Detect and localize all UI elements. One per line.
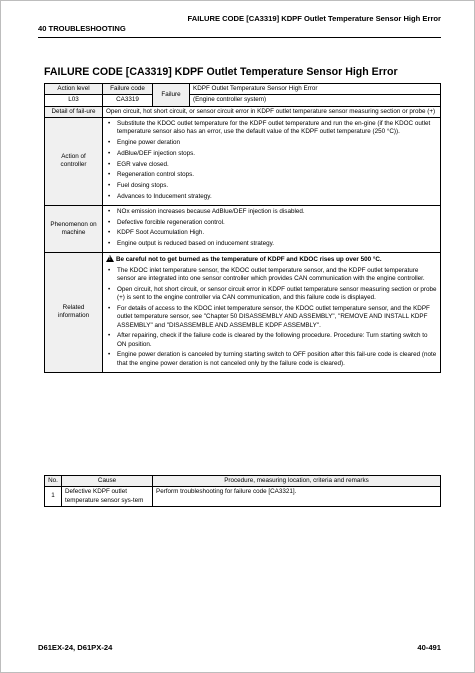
row-no: 1 xyxy=(45,487,62,507)
list-item: • Fuel dosing stops. xyxy=(106,182,437,190)
phenomenon-label: Phenomenon on machine xyxy=(45,205,103,252)
list-item: • NOx emission increases because AdBlue/DEF injection is disabled. xyxy=(106,208,437,216)
phenomenon-cell xyxy=(103,205,441,252)
list-item: • Engine power deration is canceled by turning starting switch to OFF position after this fail-ure code is cleared (note that the engine power deration is not canceled only by the failure code is cleared). xyxy=(106,351,437,368)
col-header-cause: Cause xyxy=(62,476,153,487)
caution-note xyxy=(106,255,437,264)
action-level-value: L03 xyxy=(45,95,103,106)
related-list xyxy=(106,267,437,368)
action-list xyxy=(106,120,437,201)
failure-label: Failure xyxy=(153,84,190,107)
related-label: Related information xyxy=(45,252,103,372)
failure-name: KDPF Outlet Temperature Sensor High Error xyxy=(190,84,441,95)
table-row xyxy=(45,487,441,507)
phenomenon-list xyxy=(106,208,437,249)
row-cause: Defective KDPF outlet temperature sensor sys-tem xyxy=(62,487,153,507)
caution-text: Be careful not to get burned as the temperature of KDPF and KDOC rises up over 500 °C. xyxy=(116,255,382,263)
header-rule xyxy=(38,37,441,38)
detail-label: Detail of fail-ure xyxy=(45,106,103,117)
footer-model: D61EX-24, D61PX-24 xyxy=(38,643,113,652)
failure-system: (Engine controller system) xyxy=(190,95,441,106)
action-level-label: Action level xyxy=(45,84,103,95)
list-item: • Substitute the KDOC outlet temperature for the KDPF outlet temperature and run the en-gine (if the KDOC outlet temperature sensor also has an error, use the default value of the KDPF outlet temperature (250 °C)). xyxy=(106,120,437,137)
footer-page-number: 40-491 xyxy=(417,643,441,652)
action-label: Action of controller xyxy=(45,117,103,205)
list-item: • EGR valve closed. xyxy=(106,161,437,169)
failure-info-table xyxy=(44,83,441,373)
col-header-no: No. xyxy=(45,476,62,487)
failure-code-label: Failure code xyxy=(103,84,153,95)
row-procedure: Perform troubleshooting for failure code [CA3321]. xyxy=(153,487,441,507)
list-item: • The KDOC inlet temperature sensor, the KDOC outlet temperature sensor, and the KDPF outlet temperature sensor are integrated into one sensor controller which provides CAN communication with the engine controller. xyxy=(106,267,437,284)
action-cell xyxy=(103,117,441,205)
list-item: • AdBlue/DEF injection stops. xyxy=(106,150,437,158)
cause-table xyxy=(44,475,441,507)
list-item: • After repairing, check if the failure code is cleared by the following procedure. Procedure: Turn starting switch to ON position. xyxy=(106,332,437,349)
list-item: • Regeneration control stops. xyxy=(106,171,437,179)
list-item: • Advances to Inducement strategy. xyxy=(106,193,437,201)
warning-icon xyxy=(106,255,114,262)
list-item: • Defective forcible regeneration control. xyxy=(106,219,437,227)
list-item: • Open circuit, hot short circuit, or sensor circuit error in KDPF outlet temperature sensor measuring section or probe (+) is sent to the engine controller via CAN communication, and this failure code is displayed. xyxy=(106,286,437,303)
running-title: FAILURE CODE [CA3319] KDPF Outlet Temperature Sensor High Error xyxy=(187,14,441,23)
failure-code-value: CA3319 xyxy=(103,95,153,106)
list-item: • KDPF Soot Accumulation High. xyxy=(106,229,437,237)
related-cell xyxy=(103,252,441,372)
list-item: • Engine output is reduced based on inducement strategy. xyxy=(106,240,437,248)
detail-text: Open circuit, hot short circuit, or sensor circuit error in KDPF outlet temperature sensor measuring section or probe (+) xyxy=(103,106,441,117)
list-item: • For details of access to the KDOC inlet temperature sensor, the KDOC outlet temperature sensor, and the KDPF outlet temperature sensor, see "Chapter 50 DISASSEMBLY AND ASSEMBLY", "REMOVE AND INSTALL KDPF ASSEMBLY" and "DISASSEMBLE AND ASSEMBLE KDPF ASSEMBLY". xyxy=(106,305,437,330)
section-header: 40 TROUBLESHOOTING xyxy=(38,24,126,33)
page-title: FAILURE CODE [CA3319] KDPF Outlet Temperature Sensor High Error xyxy=(44,66,398,78)
col-header-procedure: Procedure, measuring location, criteria and remarks xyxy=(153,476,441,487)
list-item: • Engine power deration xyxy=(106,139,437,147)
